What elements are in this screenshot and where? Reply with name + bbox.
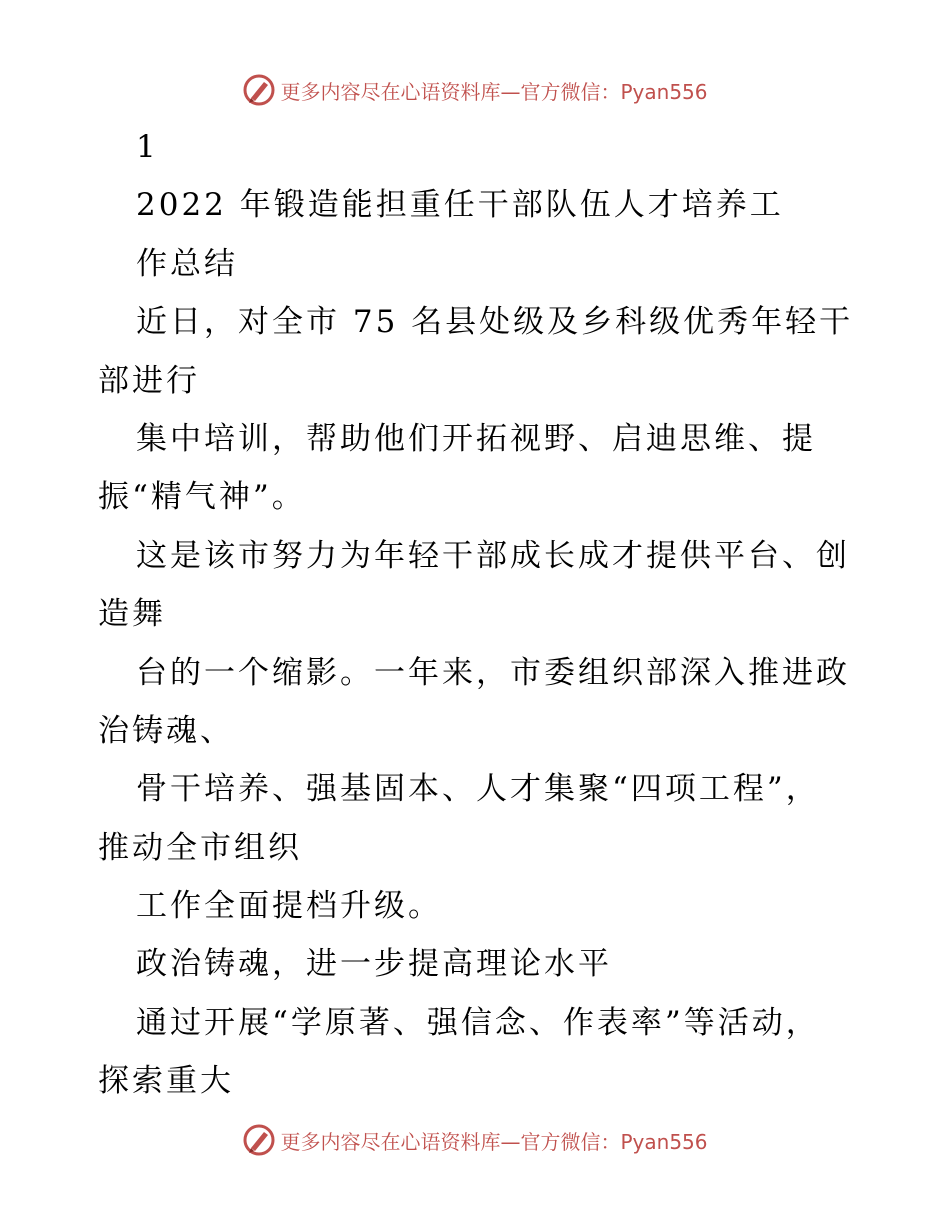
- watermark-text: [280, 76, 707, 105]
- watermark-contact: Pyan556: [620, 79, 708, 104]
- document-body: [98, 118, 858, 1111]
- text-line: 1: [136, 129, 159, 165]
- pen-circle-logo-icon: [242, 1123, 276, 1157]
- pen-circle-logo-icon: [242, 73, 276, 107]
- text-line: 作总结: [136, 245, 238, 282]
- text-line: 治铸魂、: [98, 712, 234, 749]
- text-line: 探索重大: [98, 1063, 234, 1100]
- footer-watermark: [0, 1120, 950, 1160]
- text-line: 通过开展“学原著、强信念、作表率”等活动，: [136, 1004, 820, 1041]
- text-line: 工作全面提档升级。: [136, 888, 442, 925]
- watermark-label: 更多内容尽在心语资料库—官方微信：: [280, 1129, 621, 1154]
- text-line: 集中培训，帮助他们开拓视野、启迪思维、提: [136, 420, 816, 457]
- watermark-text: [280, 1126, 707, 1155]
- header-watermark: [0, 70, 950, 110]
- text-line: 台的一个缩影。一年来，市委组织部深入推进政: [136, 654, 850, 691]
- text-line: 骨干培养、强基固本、人才集聚“四项工程”，: [136, 771, 820, 808]
- text-line: 振“精气神”。: [98, 479, 306, 516]
- text-line: 造舞: [98, 596, 166, 633]
- text-line: 2022 年锻造能担重任干部队伍人才培养工: [136, 187, 784, 224]
- text-line: 政治铸魂，进一步提高理论水平: [136, 946, 612, 983]
- text-line: 这是该市努力为年轻干部成长成才提供平台、创: [136, 537, 850, 574]
- text-line: 推动全市组织: [98, 829, 302, 866]
- text-line: 近日，对全市 75 名县处级及乡科级优秀年轻干: [136, 304, 854, 341]
- watermark-label: 更多内容尽在心语资料库—官方微信：: [280, 79, 621, 104]
- text-line: 部进行: [98, 362, 200, 399]
- watermark-contact: Pyan556: [620, 1129, 708, 1154]
